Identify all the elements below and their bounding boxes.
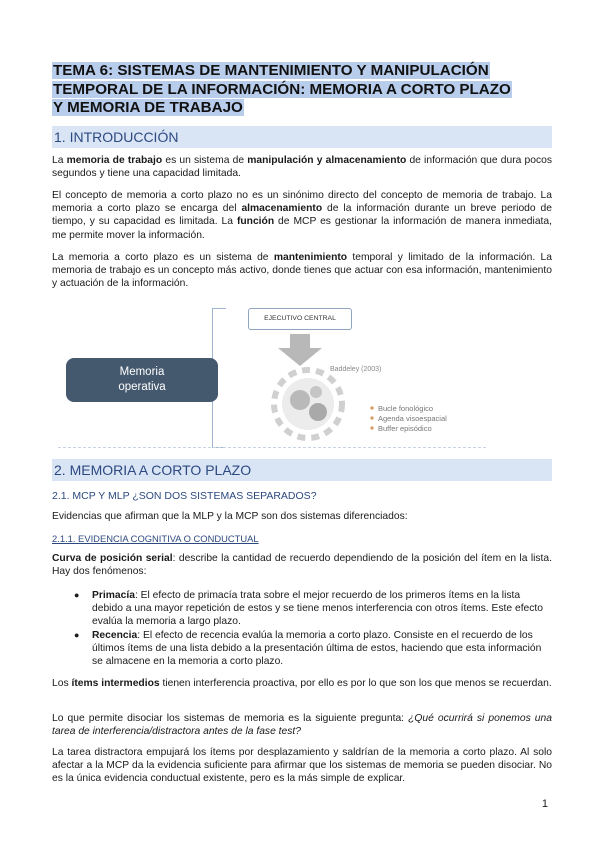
section-heading-mcp: 2. MEMORIA A CORTO PLAZO [52, 459, 552, 481]
title-line-2: TEMPORAL DE LA INFORMACIÓN: MEMORIA A CORTO PLAZO [53, 80, 511, 98]
paragraph-intro-2: El concepto de memoria a corto plazo no es un sinónimo directo del concepto de memoria de trabajo. La memoria a corto plazo se encarga del almacenamiento de la información durante un breve periodo de tiempo, y su capacidad es limitada. La función de MCP es gestionar la información de manera inmediata, me permite mover la información. [52, 190, 552, 241]
paragraph-pregunta: Lo que permite disociar los sistemas de memoria es la siguiente pregunta: ¿Qué ocurrirá si ponemos una tarea de interferencia/distractora antes de la fase test? [52, 713, 552, 738]
subheading-2-1: 2.1. MCP Y MLP ¿SON DOS SISTEMAS SEPARADOS? [52, 490, 317, 502]
working-memory-diagram [52, 300, 552, 450]
title-line-1: TEMA 6: SISTEMAS DE MANTENIMIENTO Y MANIPULACIÓN [53, 62, 489, 79]
bullet-recencia: Recencia: El efecto de recencia evalúa la memoria a corto plazo. Consiste en el recuerdo de los últimos ítems de una lista debido a la presentación última de estos, haciendo que esta información se almacene en la memoria a corto plazo. [92, 630, 542, 668]
title-line-3: Y MEMORIA DE TRABAJO [53, 99, 243, 116]
paragraph-evidencias: Evidencias que afirman que la MLP y la MCP son dos sistemas diferenciados: [52, 511, 408, 522]
paragraph-intro-1: La memoria de trabajo es un sistema de manipulación y almacenamiento de información que dura pocos segundos y tiene una capacidad limitada. [52, 155, 552, 180]
executive-central-box: EJECUTIVO CENTRAL [248, 308, 352, 330]
down-arrow-icon [278, 334, 322, 366]
diagram-divider [58, 447, 486, 448]
component-buffer: Buffer episódico [378, 424, 432, 433]
section-heading-introduccion: 1. INTRODUCCIÓN [52, 126, 552, 148]
component-agenda: Agenda visoespacial [378, 414, 447, 423]
page-number: 1 [541, 798, 548, 810]
bullet-primacia: Primacía: El efecto de primacía trata sobre el mejor recuerdo de los primeros ítems en la lista debido a una mayor repetición de estos y se tiene menos interferencia con otros ítems. Este efecto evalúa la memoria a largo plazo. [92, 590, 544, 628]
page-title [52, 62, 552, 118]
component-bullets-icon [370, 406, 373, 429]
diagram-graphics [52, 300, 552, 450]
paragraph-items-intermedios: Los ítems intermedios tienen interferencia proactiva, por ello es por lo que son los que menos se recuerdan. [52, 678, 552, 689]
paragraph-intro-3: La memoria a corto plazo es un sistema de mantenimiento temporal y limitado de la información. La memoria de trabajo es un concepto más activo, donde tienes que actuar con esa información, mantenimiento y actuación de la información. [52, 252, 552, 290]
paragraph-tarea-distractora: La tarea distractora empujará los ítems por desplazamiento y saldrían de la memoria a corto plazo. Al solo afectar a la MCP da la evidencia suficiente para afirmar que los sistemas de memoria se pueden disociar. No es la única evidencia conductual existente, pero es la más simple de explicar. [52, 747, 552, 785]
bullet-dot: ● [74, 630, 80, 640]
subheading-2-1-1: 2.1.1. EVIDENCIA COGNITIVA O CONDUCTUAL [52, 533, 259, 544]
component-bucle: Bucle fonológico [378, 404, 434, 413]
paragraph-curva: Curva de posición serial: describe la cantidad de recuerdo dependiendo de la posición del ítem en la lista. Hay dos fenómenos: [52, 553, 553, 578]
memory-operativa-box: Memoria operativa [66, 358, 218, 402]
diagram-citation: Baddeley (2003) [330, 366, 382, 373]
gear-icon [274, 370, 342, 438]
bullet-dot: ● [74, 590, 80, 600]
